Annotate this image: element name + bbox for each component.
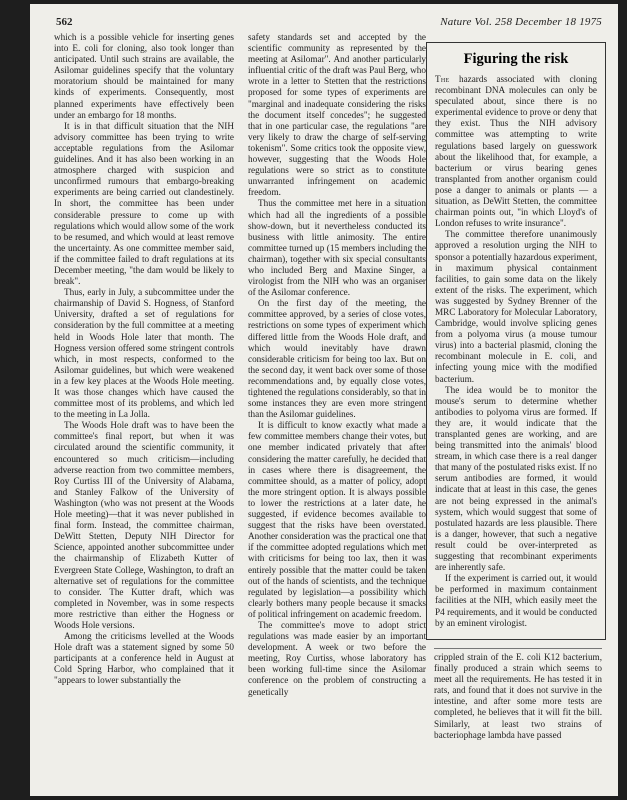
- paragraph: The Woods Hole draft was to have been the committee's final report, but when it was circulated around the scientific community, it encountered so much criticism—including adverse reaction from two committee members, Roy Curtiss III of the University of Alabama, and Stanley Falkow of the University of Washington (who was not present at the Woods Hole meeting)—that it was never published in final form. Instead, the committee chairman, DeWitt Stetten, Deputy NIH Director for Science, appointed another subcommittee under the chairmanship of Elizabeth Kutter of Evergreen State College, Washington, to draft an alternative set of regulations for the committee to consider. The Kutter draft, which was completed in November, was in some respects more restrictive than either the Hogness or Woods Hole versions.: [54, 420, 234, 630]
- paragraph: Thus, early in July, a subcommittee under the chairmanship of David S. Hogness, of Stanford University, drafted a set of regulations for consideration by the full committee at a meeting held in Woods Hole later that month. The Hogness version offered some stringent controls which, in most respects, conformed to the Asilomar guidelines, but which were weakened in a few key places at the Woods Hole meeting. It was those changes which have caused the committee most of its problems, and which led to the meeting in La Jolla.: [54, 287, 234, 420]
- sidebar-paragraph: If the experiment is carried out, it would be performed in maximum containment facilities at the NIH, which easily meet the P4 requirements, and it would be conducted by an eminent virologist.: [435, 573, 597, 628]
- sidebar-paragraph: The committee therefore unanimously approved a resolution urging the NIH to sponsor a potentially hazardous experiment, in maximum physical containment facilities, to gain some data on the likely extent of the risks. The experiment, which was suggested by Sydney Brenner of the MRC Laboratory for Molecular Laboratory, Cambridge, would involve splicing genes from a polyoma virus (a mouse tumour virus) into a bacterial plasmid, cloning the recombinant molecule in E. coli, and infecting young mice with the modified bacterium.: [435, 229, 598, 384]
- journal-page: [30, 4, 618, 796]
- sidebar-box: [426, 42, 606, 640]
- column-2: [248, 32, 426, 784]
- journal-citation: Nature Vol. 258 December 18 1975: [440, 16, 602, 28]
- sidebar-title: Figuring the risk: [463, 51, 569, 67]
- paragraph: Among the criticisms levelled at the Woods Hole draft was a statement signed by some 50 participants at a conference held in August at Cold Spring Harbor, who complained that it "appears to lower substantially the: [54, 631, 234, 686]
- paragraph: safety standards set and accepted by the scientific community as represented by the meeting at Asilomar". And another particularly influential critic of the draft was Paul Berg, who wrote in a letter to Stetten that the restrictions proposed for some types of experiments are "marginal and inadequate considering the risks the document itself concedes"; he suggested that in one particular case, the regulations "are very likely to draw the charge of self-serving tokenism". Some critics took the opposite view, however, suggesting that the Woods Hole regulations were so strict as to constitute unwarranted infringement on academic freedom.: [248, 32, 426, 198]
- column-1: [54, 32, 234, 784]
- paragraph: The committee's move to adopt strict regulations was made easier by an important development. A week or two before the meeting, Roy Curtiss, whose laboratory has been working full-time since the Asilomar conference on the problem of constructing a genetically: [248, 619, 426, 697]
- column-3-continuation: [434, 652, 602, 784]
- page-header: [30, 16, 618, 30]
- paragraph: which is a possible vehicle for inserting genes into E. coli for cloning, also took longer than anticipated. Until such strains are available, the Asilomar guidelines specify that the voluntary moratorium should be maintained for many kinds of experiments. Consequently, most planned experiments have effectively been under an embargo for 18 months.: [54, 32, 234, 120]
- sidebar-paragraph: The idea would be to monitor the mouse's serum to determine whether antibodies to polyoma virus are formed. If they are, it would indicate that the transplanted genes are working, and are being transmitted into the animals' blood stream, in which case there is a real danger that many of the postulated risks exist. If no serum antibodies are formed, it would indicate that at least in this case, the genes are not being expressed in the animal's system, which would suggest that some of postulated hazards are less plausible. There is a danger, however, that such a negative result could be over-interpreted as suggesting that recombinant experiments are inherently safe.: [435, 384, 597, 573]
- sidebar-body: [427, 74, 605, 629]
- paragraph: It is in that difficult situation that the NIH advisory committee has been trying to write acceptable regulations from the Asilomar guidelines. And it has also been working in an atmosphere charged with suspicion and unconfirmed rumours that embargo-breaking experiments are being carried out clandestinely. In short, the committee has been under considerable pressure to come up with regulations which would allow some of the work to be resumed, and which would at least remove the uncertainty. As one committee member said, if the committee failed to draft regulations at its December meeting, "the dam would be likely to break".: [54, 120, 234, 287]
- paragraph: crippled strain of the E. coli K12 bacterium, finally produced a strain which seems to meet all the requirements. He has tested it in rats, and found that it does not survive in the intestine, and after some more tests are completed, he believes that it will fit the bill. Similarly, at least two strains of bacteriophage lambda have passed: [434, 652, 602, 740]
- sidebar-lead-in: The: [435, 74, 450, 84]
- paragraph: On the first day of the meeting, the committee approved, by a series of close votes, restrictions on some types of experiment which differed little from the Woods Hole draft, and which would inevitably have drawn considerable criticism for being too lax. But on the second day, it went back over some of those recommendations and, by equally close votes, tightened the regulations considerably, so that in some instances they are even more stringent than the Asilomar guidelines.: [248, 298, 426, 420]
- sidebar-paragraph-text: hazards associated with cloning recombinant DNA molecules can only be speculated about, since there is no experimental evidence to prove or deny that they exist. Thus the NIH advisory committee was attempting to write regulations based largely on guesswork about the likelihood that, for example, a bacterium or virus bearing genes transplanted from another organism could pose a danger to animals or plants — a situation, as DeWitt Stetten, the committee chairman points out, "in which Lloyd's of London refuses to write insurance".: [435, 74, 598, 229]
- paragraph: It is difficult to know exactly what made a few committee members change their votes, but one member indicated privately that after considering the matter carefully, he decided that in cases where there is disagreement, the committee should, as a matter of policy, adopt the more stringent option. It is always possible to lower the restrictions at a later date, he suggested, if evidence becomes available to suggest that the risks have been overstated. Another consideration was the practical one that if the committee adopted regulations which met with criticisms for being too lax, then it was entirely possible that the matter could be taken out of the hands of scientists, and the technique regulated by legislation—a possibility which clearly bothers many people because it smacks of political infringement on academic freedom.: [248, 420, 426, 619]
- paragraph: Thus the committee met here in a situation which had all the ingredients of a possible show-down, but it nevertheless conducted its business with little animosity. The entire committee turned up (15 members including the chairman), together with six special consultants who included Berg and Maxine Singer, a virologist from the NIH who was an organiser of the Asilomar conference.: [248, 198, 426, 298]
- column-rule: [434, 648, 602, 649]
- page-number: 562: [56, 16, 73, 28]
- sidebar-paragraph: [435, 74, 597, 229]
